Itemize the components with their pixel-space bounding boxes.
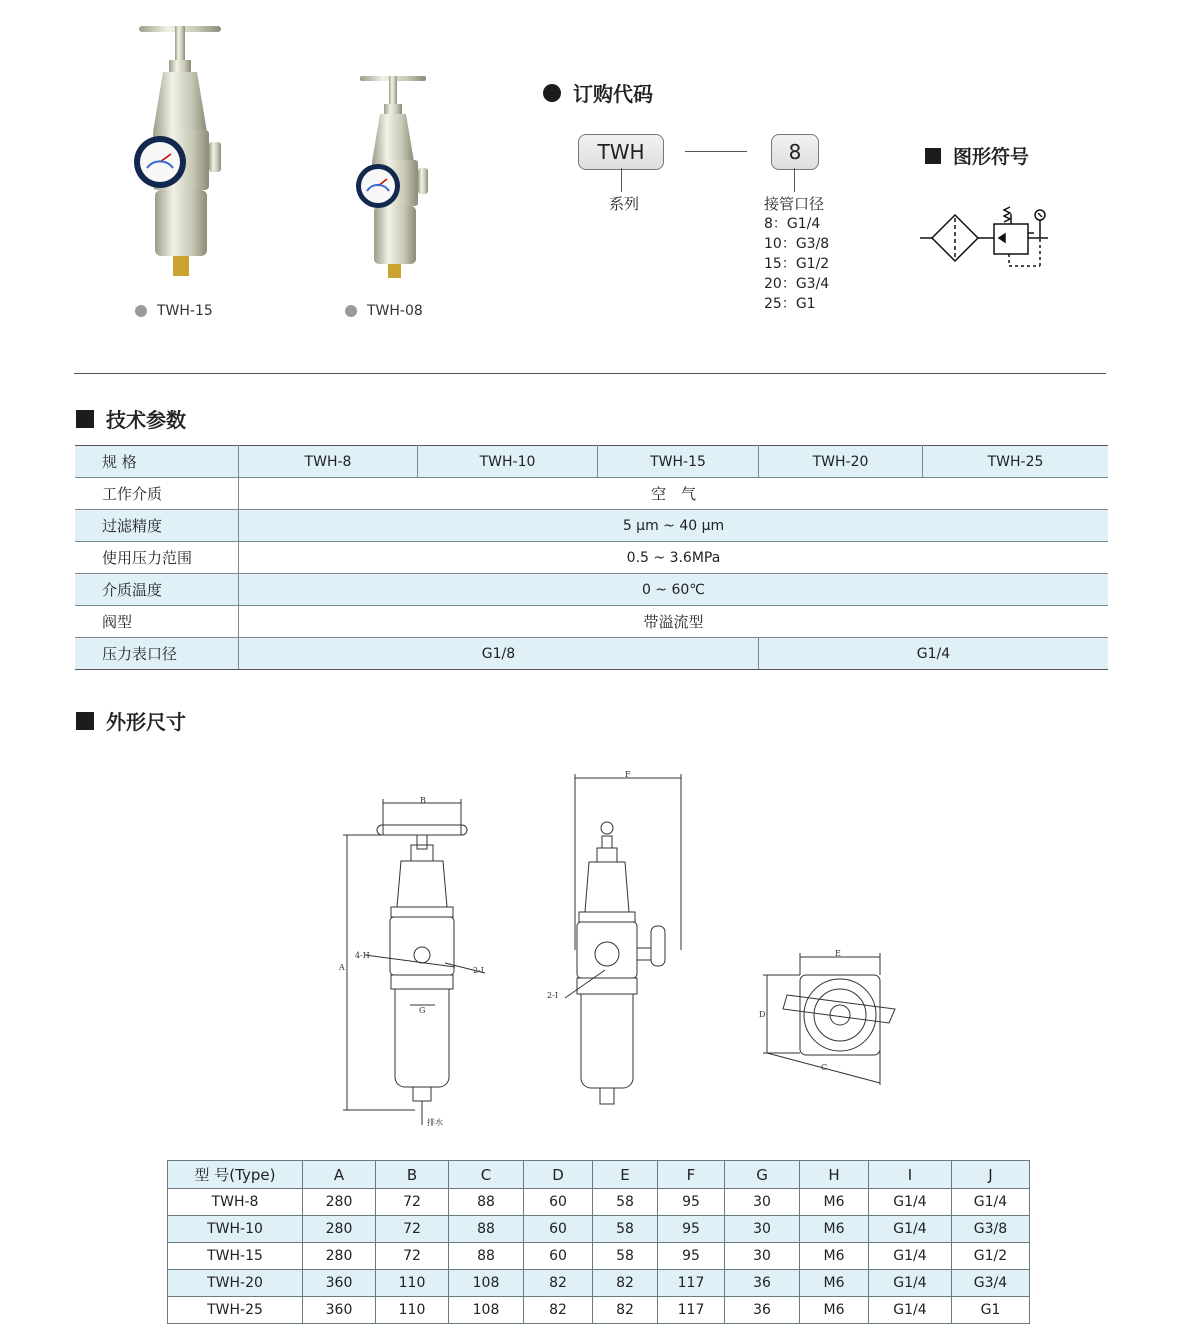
- series-code-box: TWH: [578, 134, 664, 170]
- port-option: 20：G3/4: [764, 276, 830, 292]
- square-bullet-icon: [925, 148, 941, 164]
- table-cell: M6: [800, 1243, 869, 1270]
- table-cell: 82: [593, 1270, 658, 1297]
- table-cell: TWH-8: [168, 1189, 303, 1216]
- size-code-box: 8: [771, 134, 819, 170]
- dimensions-title: 外形尺寸: [76, 706, 186, 735]
- drain-label: 排水: [427, 1118, 443, 1127]
- spec-value: 0.5 ~ 3.6MPa: [239, 542, 1109, 574]
- pneumatic-symbol-diagram: [918, 198, 1054, 272]
- table-cell: 72: [376, 1189, 449, 1216]
- spec-label: 过滤精度: [75, 510, 239, 542]
- column-header: A: [303, 1161, 376, 1189]
- dim-label-b: B: [420, 796, 426, 805]
- table-cell: 30: [725, 1243, 800, 1270]
- table-cell: 58: [593, 1216, 658, 1243]
- table-cell: TWH-25: [168, 1297, 303, 1324]
- dim-label-g: G: [419, 1006, 426, 1015]
- dim-label-2i-side: 2-I: [547, 991, 558, 1000]
- table-row: [168, 1297, 1030, 1324]
- port-size-label: 接管口径: [764, 195, 825, 213]
- table-cell: 82: [524, 1297, 593, 1324]
- product-caption-twh-08: TWH-08: [345, 303, 423, 319]
- column-header: D: [524, 1161, 593, 1189]
- dim-label-d: D: [759, 1010, 766, 1019]
- table-cell: 360: [303, 1270, 376, 1297]
- table-cell: M6: [800, 1216, 869, 1243]
- table-cell: 280: [303, 1243, 376, 1270]
- table-cell: 30: [725, 1189, 800, 1216]
- port-option: 8：G1/4: [764, 216, 821, 232]
- series-label: 系列: [609, 195, 640, 213]
- bullet-circle-icon: [543, 84, 561, 102]
- table-cell: G1/4: [869, 1243, 952, 1270]
- table-header-row: [168, 1161, 1030, 1189]
- code-connector-line: [685, 151, 747, 152]
- product-caption-twh-15: TWH-15: [135, 303, 213, 319]
- table-row: [75, 638, 1108, 670]
- table-cell: 72: [376, 1216, 449, 1243]
- table-cell: 88: [449, 1189, 524, 1216]
- spec-header-label: 规 格: [75, 446, 239, 478]
- table-cell: 280: [303, 1216, 376, 1243]
- table-row: [75, 542, 1108, 574]
- column-header: G: [725, 1161, 800, 1189]
- symbol-title: 图形符号: [925, 142, 1029, 169]
- table-cell: 95: [658, 1216, 725, 1243]
- table-cell: 108: [449, 1270, 524, 1297]
- table-cell: 82: [524, 1270, 593, 1297]
- table-row: [75, 510, 1108, 542]
- dim-label-f: F: [625, 770, 631, 779]
- dim-label-c: C: [821, 1063, 828, 1072]
- table-cell: 60: [524, 1189, 593, 1216]
- column-header: 型 号(Type): [168, 1161, 303, 1189]
- table-cell: 280: [303, 1189, 376, 1216]
- model-column: TWH-15: [598, 446, 759, 478]
- table-cell: 117: [658, 1297, 725, 1324]
- table-cell: 95: [658, 1243, 725, 1270]
- table-cell: 72: [376, 1243, 449, 1270]
- table-row: [168, 1270, 1030, 1297]
- table-cell: 82: [593, 1297, 658, 1324]
- table-row: [75, 446, 1108, 478]
- table-row: [168, 1243, 1030, 1270]
- spec-value: 带溢流型: [239, 606, 1109, 638]
- spec-value: 0 ~ 60℃: [239, 574, 1109, 606]
- table-cell: G1/4: [869, 1270, 952, 1297]
- product-photo-twh-15: [125, 20, 235, 282]
- bullet-dot-icon: [345, 305, 357, 317]
- table-cell: 88: [449, 1243, 524, 1270]
- port-option: 25：G1: [764, 296, 816, 312]
- table-cell: G1/4: [869, 1189, 952, 1216]
- table-cell: G1/2: [952, 1243, 1030, 1270]
- spec-value: 空 气: [239, 478, 1109, 510]
- port-option: 10：G3/8: [764, 236, 830, 252]
- table-cell: 36: [725, 1297, 800, 1324]
- table-row: [168, 1216, 1030, 1243]
- top-view-drawing: [755, 945, 905, 1090]
- tech-params-title: 技术参数: [76, 404, 186, 433]
- square-bullet-icon: [76, 712, 94, 730]
- table-cell: 110: [376, 1270, 449, 1297]
- table-row: [75, 574, 1108, 606]
- front-view-drawing: [335, 795, 505, 1135]
- table-cell: M6: [800, 1270, 869, 1297]
- model-column: TWH-8: [239, 446, 418, 478]
- table-cell: TWH-20: [168, 1270, 303, 1297]
- table-row: [75, 478, 1108, 510]
- table-cell: M6: [800, 1189, 869, 1216]
- table-cell: G1/4: [869, 1216, 952, 1243]
- series-leader-line: [621, 168, 622, 192]
- tech-params-table: [75, 445, 1108, 670]
- port-option: 15：G1/2: [764, 256, 830, 272]
- table-cell: G1/4: [952, 1189, 1030, 1216]
- dim-label-e: E: [835, 949, 841, 958]
- spec-label: 介质温度: [75, 574, 239, 606]
- table-cell: G3/4: [952, 1270, 1030, 1297]
- product-photo-twh-08: [350, 70, 440, 282]
- spec-label: 压力表口径: [75, 638, 239, 670]
- table-cell: 58: [593, 1189, 658, 1216]
- table-cell: 117: [658, 1270, 725, 1297]
- port-options-list: [764, 214, 829, 314]
- table-row: [168, 1189, 1030, 1216]
- column-header: B: [376, 1161, 449, 1189]
- dim-label-2i: 2-I: [473, 966, 484, 975]
- dim-label-4h: 4-H: [355, 951, 370, 960]
- table-cell: 60: [524, 1216, 593, 1243]
- spec-value: 5 μm ~ 40 μm: [239, 510, 1109, 542]
- table-cell: M6: [800, 1297, 869, 1324]
- dimensions-table: [167, 1160, 1030, 1324]
- column-header: I: [869, 1161, 952, 1189]
- table-cell: 95: [658, 1189, 725, 1216]
- model-column: TWH-10: [418, 446, 598, 478]
- spec-value: G1/8: [239, 638, 759, 670]
- column-header: H: [800, 1161, 869, 1189]
- bullet-dot-icon: [135, 305, 147, 317]
- spec-value: G1/4: [759, 638, 1109, 670]
- table-row: [75, 606, 1108, 638]
- square-bullet-icon: [76, 410, 94, 428]
- order-code-title: 订购代码: [543, 78, 653, 107]
- table-cell: 88: [449, 1216, 524, 1243]
- column-header: F: [658, 1161, 725, 1189]
- spec-label: 阀型: [75, 606, 239, 638]
- model-column: TWH-20: [759, 446, 923, 478]
- size-leader-line: [794, 168, 795, 192]
- table-cell: 58: [593, 1243, 658, 1270]
- table-cell: G1/4: [869, 1297, 952, 1324]
- table-cell: 30: [725, 1216, 800, 1243]
- spec-label: 工作介质: [75, 478, 239, 510]
- table-cell: 36: [725, 1270, 800, 1297]
- table-cell: G3/8: [952, 1216, 1030, 1243]
- spec-label: 使用压力范围: [75, 542, 239, 574]
- table-cell: 360: [303, 1297, 376, 1324]
- table-cell: G1: [952, 1297, 1030, 1324]
- table-cell: TWH-10: [168, 1216, 303, 1243]
- section-divider: [74, 373, 1106, 374]
- column-header: J: [952, 1161, 1030, 1189]
- dim-label-a: A: [339, 963, 345, 972]
- model-column: TWH-25: [923, 446, 1109, 478]
- table-cell: 110: [376, 1297, 449, 1324]
- table-cell: 108: [449, 1297, 524, 1324]
- side-view-drawing: [545, 770, 695, 1115]
- column-header: E: [593, 1161, 658, 1189]
- table-cell: 60: [524, 1243, 593, 1270]
- column-header: C: [449, 1161, 524, 1189]
- table-cell: TWH-15: [168, 1243, 303, 1270]
